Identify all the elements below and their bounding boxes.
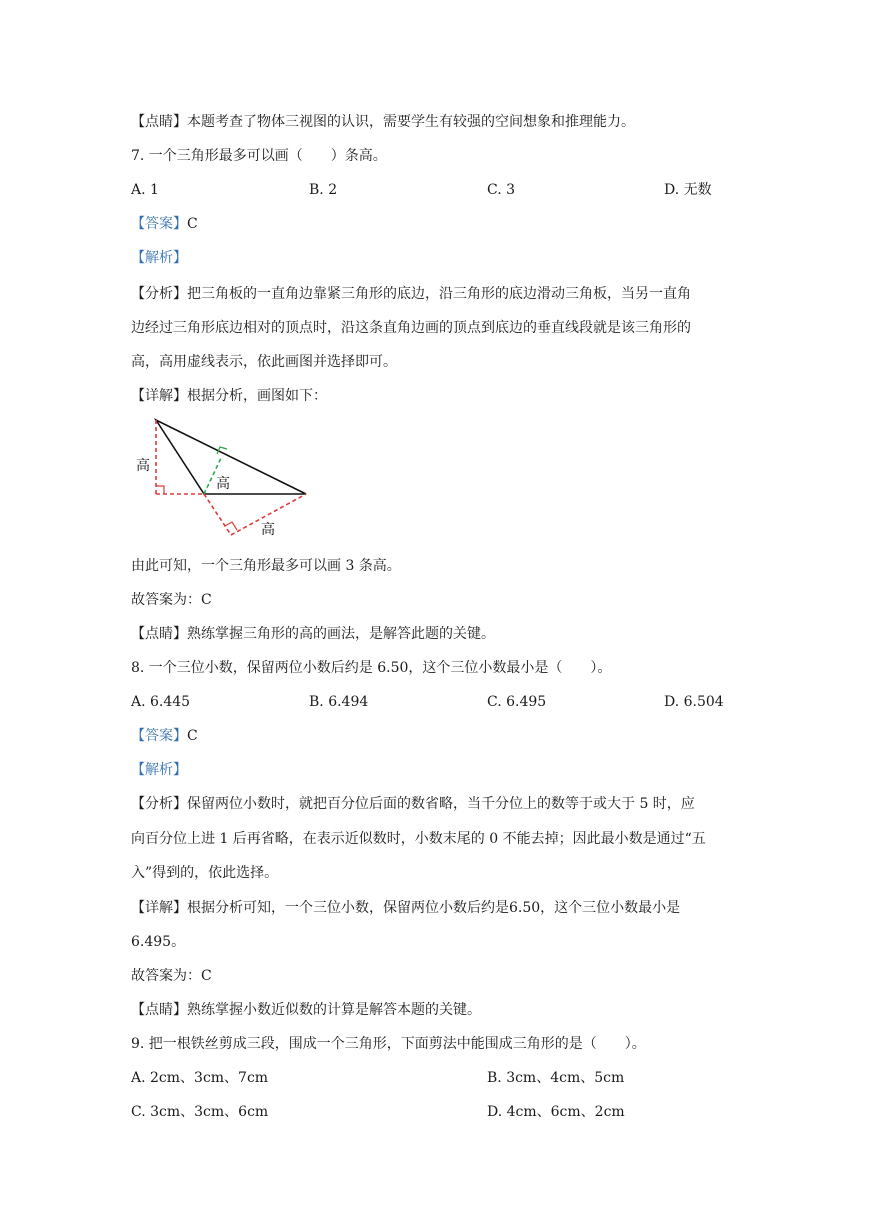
q9-option-d: D. 4cm、6cm、2cm	[487, 1104, 625, 1120]
answer-tag: 【答案】	[131, 728, 187, 744]
q9-option-b: B. 3cm、4cm、5cm	[487, 1070, 625, 1086]
right-angle-mark-bottom	[225, 522, 237, 530]
q7-option-b: B. 2	[309, 182, 338, 198]
q8-xiangjie-line-2: 6.495。	[131, 934, 186, 950]
q8-fenxi-line-3: 入”得到的，依此选择。	[131, 865, 279, 881]
answer-tag: 【答案】	[131, 216, 187, 232]
q9-option-c: C. 3cm、3cm、6cm	[131, 1104, 269, 1120]
fenxi-text: 把三角板的一直角边靠紧三角形的底边，沿三角形的底边滑动三角板，当另一直角	[187, 286, 691, 302]
xiangjie-tag: 【详解】	[131, 388, 187, 404]
q8-analysis-tag: 【解析】	[131, 762, 187, 778]
q8-option-c: C. 6.495	[487, 694, 547, 710]
comment-paragraph	[131, 112, 635, 132]
xiangjie-tag: 【详解】	[131, 900, 187, 916]
q7-option-a: A. 1	[131, 182, 159, 198]
height-label-bottom: 高	[261, 522, 275, 538]
q7-fenxi-line-1	[131, 284, 691, 304]
comment-tag: 【点睛】	[131, 114, 187, 130]
q8-fenxi-line-1	[131, 794, 695, 814]
q7-comment	[131, 624, 495, 644]
q8-stem: 8. 一个三位小数，保留两位小数后约是 6.50，这个三位小数最小是（ ）。	[131, 660, 612, 676]
q7-stem: 7. 一个三角形最多可以画（ ）条高。	[131, 148, 387, 164]
q8-fenxi-line-2: 向百分位上进 1 后再省略，在表示近似数时，小数末尾的 0 不能去掉；因此最小数是通过“五	[131, 831, 706, 847]
answer-value: C	[187, 216, 198, 232]
q7-fenxi-line-3: 高，高用虚线表示，依此画图并选择即可。	[131, 354, 397, 370]
q7-option-d: D. 无数	[664, 182, 712, 198]
q8-answer	[131, 726, 198, 746]
q8-final: 故答案为：C	[131, 968, 212, 984]
q7-conclusion: 由此可知，一个三角形最多可以画 3 条高。	[131, 558, 401, 574]
q7-xiangjie	[131, 386, 327, 406]
comment-text: 熟练掌握三角形的高的画法，是解答此题的关键。	[187, 626, 495, 642]
q7-final: 故答案为：C	[131, 592, 212, 608]
q7-analysis-tag: 【解析】	[131, 250, 187, 266]
q7-option-c: C. 3	[487, 182, 516, 198]
fenxi-text: 保留两位小数时，就把百分位后面的数省略，当千分位上的数等于或大于 5 时，应	[187, 796, 695, 812]
right-angle-mark-left	[156, 486, 164, 494]
xiangjie-text: 根据分析可知，一个三位小数，保留两位小数后约是6.50，这个三位小数最小是	[187, 900, 681, 916]
answer-value: C	[187, 728, 198, 744]
q8-xiangjie-line-1	[131, 898, 680, 918]
q8-option-d: D. 6.504	[664, 694, 724, 710]
q9-stem: 9. 把一根铁丝剪成三段，围成一个三角形，下面剪法中能围成三角形的是（ ）。	[131, 1036, 646, 1052]
height-label-left: 高	[136, 458, 150, 474]
height-label-middle: 高	[216, 476, 230, 492]
comment-tag: 【点睛】	[131, 626, 187, 642]
fenxi-tag: 【分析】	[131, 286, 187, 302]
comment-text: 熟练掌握小数近似数的计算是解答本题的关键。	[187, 1002, 481, 1018]
q8-option-a: A. 6.445	[131, 694, 191, 710]
comment-tag: 【点睛】	[131, 1002, 187, 1018]
q9-option-a: A. 2cm、3cm、7cm	[131, 1070, 269, 1086]
triangle-heights-figure	[131, 410, 321, 545]
q8-option-b: B. 6.494	[309, 694, 369, 710]
height-line-bottom-a	[204, 494, 231, 535]
comment-text: 本题考查了物体三视图的认识，需要学生有较强的空间想象和推理能力。	[187, 114, 635, 130]
xiangjie-text: 根据分析，画图如下：	[187, 388, 327, 404]
q7-answer	[131, 214, 198, 234]
q7-fenxi-line-2: 边经过三角形底边相对的顶点时，沿这条直角边画的顶点到底边的垂直线段就是该三角形的	[131, 320, 691, 336]
fenxi-tag: 【分析】	[131, 796, 187, 812]
triangle-shape	[156, 420, 306, 494]
q8-comment	[131, 1000, 481, 1020]
